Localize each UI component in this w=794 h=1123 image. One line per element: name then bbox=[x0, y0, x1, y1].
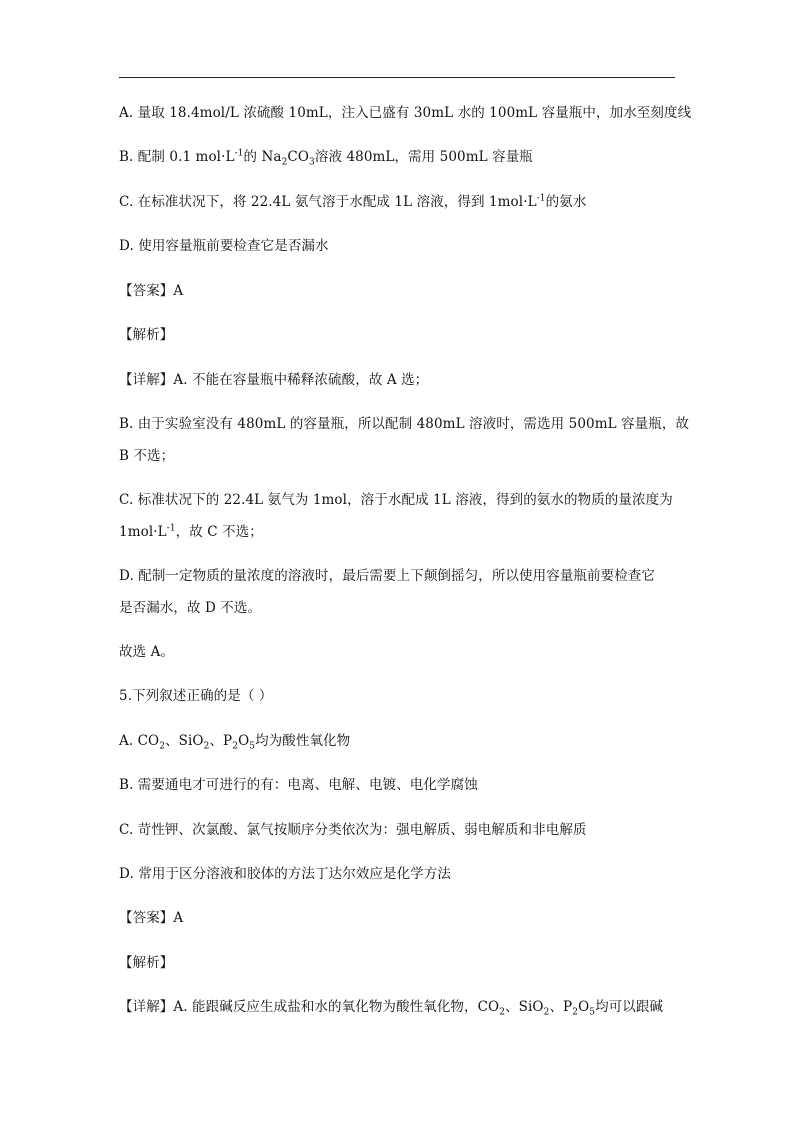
q4-option-b: B. 配制 0.1 $mol\cdot L^{-1}$的 $Na_2CO_3$溶液 480mL，需用 500mL 容量瓶 bbox=[119, 148, 533, 168]
q5-option-d: D. 常用于区分溶液和胶体的方法丁达尔效应是化学方法 bbox=[119, 866, 452, 882]
q5-detail-a: 【详解】A. 能跟碱反应生成盐和水的氧化物为酸性氧化物，$CO_2$、SiO$_2$、$P_2O_5$均可以跟碱 bbox=[119, 999, 664, 1018]
q4-option-c: C. 在标准状况下，将 22.4L 氨气溶于水配成 1L 溶液，得到 $1mol\cdot L^{-1}$的氨水 bbox=[119, 193, 587, 210]
q5-analysis-heading: 【解析】 bbox=[119, 955, 174, 971]
q5-stem: 5.下列叙述正确的是（ ） bbox=[119, 688, 273, 704]
q4-analysis-heading: 【解析】 bbox=[119, 327, 174, 343]
q4-detail-c-line1: C. 标准状况下的 22.4L 氨气为 1mol，溶于水配成 1L 溶液，得到的氨水的物质的量浓度为 bbox=[119, 492, 673, 508]
q5-option-b: B. 需要通电才可进行的有：电离、电解、电镀、电化学腐蚀 bbox=[119, 777, 478, 793]
q4-detail-d-line1: D. 配制一定物质的量浓度的溶液时，最后需要上下颠倒摇匀，所以使用容量瓶前要检查它 bbox=[119, 568, 656, 584]
q4-detail-d-line2: 是否漏水，故 D 不选。 bbox=[119, 600, 262, 616]
q4-conclusion: 故选 A。 bbox=[119, 644, 175, 660]
q4-detail-a: 【详解】A. 不能在容量瓶中稀释浓硫酸，故 A 选； bbox=[119, 372, 429, 388]
q5-option-c: C. 苛性钾、次氯酸、氯气按顺序分类依次为：强电解质、弱电解质和非电解质 bbox=[119, 822, 587, 838]
q4-detail-b-line1: B. 由于实验室没有 480mL 的容量瓶，所以配制 480mL 溶液时，需选用 500mL 容量瓶，故 bbox=[119, 416, 690, 432]
q4-detail-c-line2: $1mol\cdot L^{-1}$，故 C 不选； bbox=[119, 523, 263, 540]
header-rule bbox=[119, 77, 675, 78]
q5-answer: 【答案】A bbox=[119, 910, 184, 926]
q4-option-d: D. 使用容量瓶前要检查它是否漏水 bbox=[119, 238, 329, 254]
q5-option-a: A. $CO_2$、SiO$_2$、$P_2O_5$均为酸性氧化物 bbox=[119, 733, 351, 752]
q4-answer: 【答案】A bbox=[119, 283, 184, 299]
q4-detail-b-line2: B 不选； bbox=[119, 448, 175, 464]
q4-option-a: A. 量取 18.4mol/L 浓硫酸 10mL，注入已盛有 30mL 水的 100mL 容量瓶中，加水至刻度线 bbox=[119, 105, 692, 121]
